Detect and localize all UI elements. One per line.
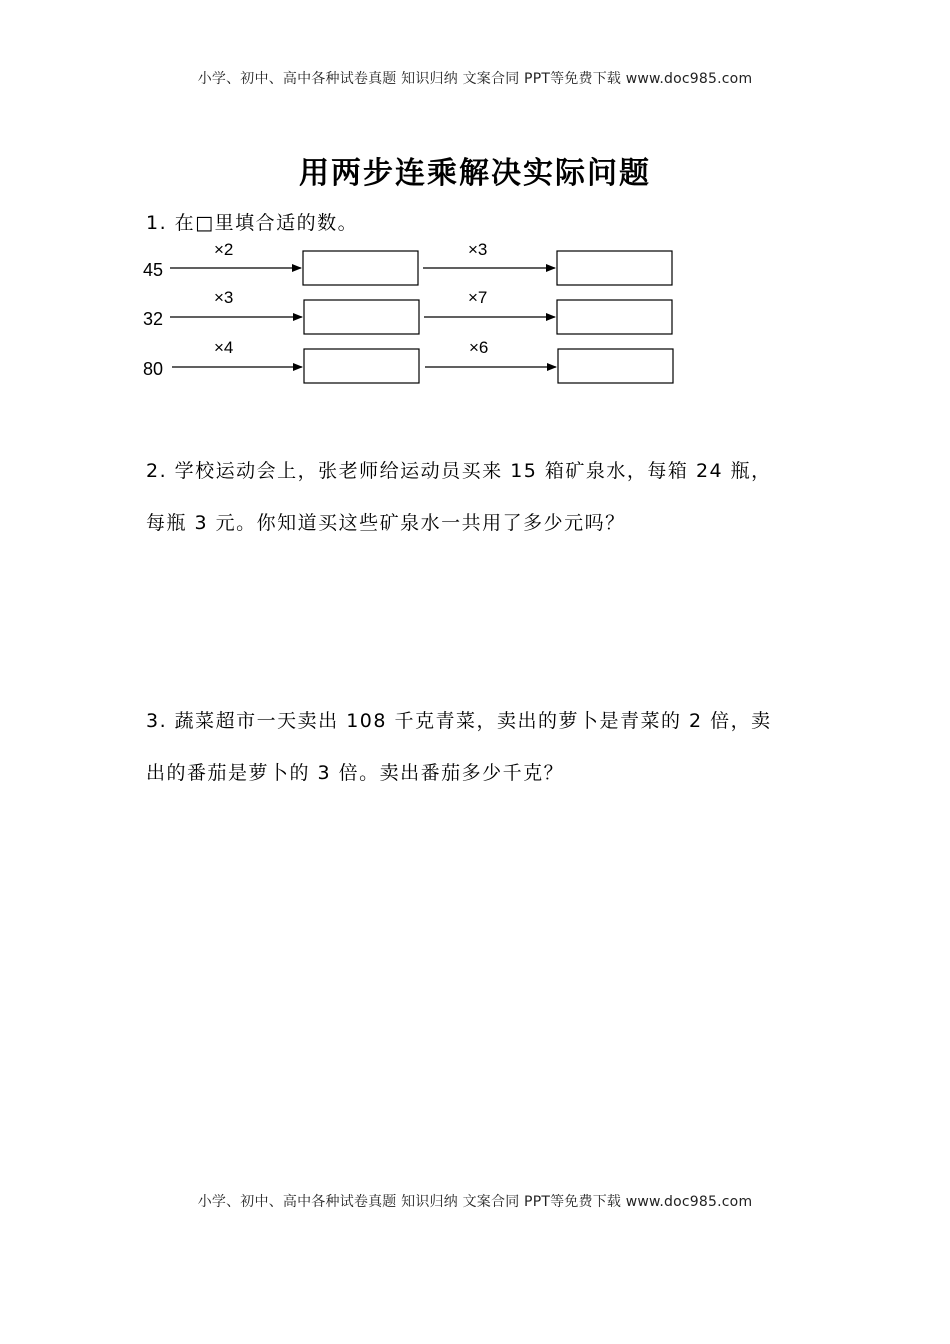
question-3-line-2: 出的番茄是萝卜的 3 倍。卖出番茄多少千克？ [146, 762, 565, 784]
question-1-text: 1. 在□里填合适的数。 [146, 212, 359, 234]
row-3-answer-box-2[interactable] [558, 349, 673, 383]
row-2-operator-2: ×7 [468, 288, 488, 307]
row-3-operator-1: ×4 [214, 338, 234, 357]
question-2-line-1: 2. 学校运动会上，张老师给运动员买来 15 箱矿泉水，每箱 24 瓶， [146, 460, 772, 482]
question-3-line-1: 3. 蔬菜超市一天卖出 108 千克青菜，卖出的萝卜是青菜的 2 倍，卖 [146, 710, 772, 732]
chain-row-3 [143, 338, 673, 383]
multiplication-chain-diagram [0, 0, 950, 420]
row-1-start-number: 45 [143, 260, 164, 280]
row-1-answer-box-1[interactable] [303, 251, 418, 285]
chain-row-2 [143, 288, 672, 334]
row-3-start-number: 80 [143, 359, 164, 379]
row-2-answer-box-1[interactable] [304, 300, 419, 334]
row-2-start-number: 32 [143, 309, 164, 329]
page-footer: 小学、初中、高中各种试卷真题 知识归纳 文案合同 PPT等免费下载 www.doc985.com [197, 1194, 753, 1210]
chain-row-1 [143, 240, 672, 285]
row-1-operator-2: ×3 [468, 240, 488, 259]
row-3-operator-2: ×6 [469, 338, 489, 357]
row-1-operator-1: ×2 [214, 240, 234, 259]
page-header: 小学、初中、高中各种试卷真题 知识归纳 文案合同 PPT等免费下载 www.doc985.com [197, 71, 753, 87]
row-1-answer-box-2[interactable] [557, 251, 672, 285]
question-2-line-2: 每瓶 3 元。你知道买这些矿泉水一共用了多少元吗？ [146, 512, 626, 534]
row-3-answer-box-1[interactable] [304, 349, 419, 383]
row-2-operator-1: ×3 [214, 288, 234, 307]
page-title: 用两步连乘解决实际问题 [299, 156, 651, 191]
row-2-answer-box-2[interactable] [557, 300, 672, 334]
